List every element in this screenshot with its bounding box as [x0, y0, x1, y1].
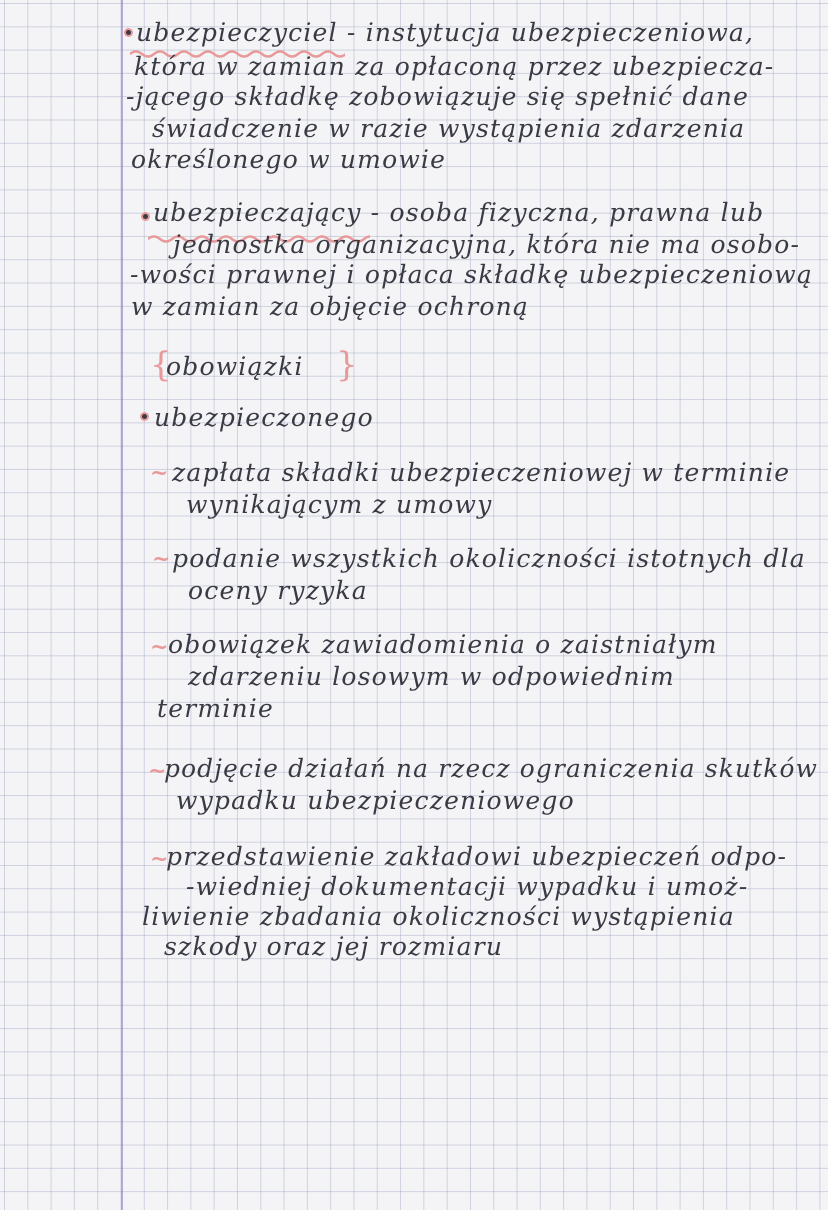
tilde-bullet-icon: ~	[150, 460, 169, 486]
definition-line: ubezpieczyciel - instytucja ubezpieczeniowa,	[136, 18, 755, 47]
tilde-bullet-icon: ~	[152, 546, 171, 572]
duty-line: podanie wszystkich okoliczności istotnych dla	[172, 544, 806, 573]
definition-line: w zamian za objęcie ochroną	[131, 292, 530, 321]
tilde-bullet-icon: ~	[150, 846, 169, 872]
duty-line: podjęcie działań na rzecz ograniczenia skutków	[164, 754, 819, 783]
duty-line: wypadku ubezpieczeniowego	[176, 786, 575, 815]
duty-line: -wiedniej dokumentacji wypadku i umoż-	[186, 872, 749, 901]
duty-line: zdarzeniu losowym w odpowiednim	[188, 662, 675, 691]
brace-open-icon: {	[150, 345, 172, 385]
section-subheading: ubezpieczonego	[154, 403, 374, 432]
duty-line: przedstawienie zakładowi ubezpieczeń odpo-	[166, 842, 788, 871]
brace-close-icon: }	[336, 345, 358, 385]
definition-line: świadczenie w razie wystąpienia zdarzenia	[152, 114, 746, 143]
duty-line: zapłata składki ubezpieczeniowej w terminie	[172, 458, 791, 487]
definition-line: określonego w umowie	[131, 145, 447, 174]
duty-line: terminie	[157, 694, 274, 723]
duty-line: liwienie zbadania okoliczności wystąpienia	[142, 902, 735, 931]
definition-line: -jącego składkę zobowiązuje się spełnić dane	[126, 82, 750, 111]
duty-line: obowiązek zawiadomienia o zaistniałym	[168, 630, 718, 659]
definition-line: ubezpieczający - osoba fizyczna, prawna lub	[153, 198, 765, 227]
definition-line: która w zamian za opłaconą przez ubezpiecza-	[134, 52, 775, 81]
margin-line	[121, 0, 123, 1210]
definition-line: -wości prawnej i opłaca składkę ubezpieczeniową	[130, 260, 813, 289]
duty-line: wynikającym z umowy	[186, 490, 493, 519]
bullet-dot-icon	[141, 212, 150, 221]
definition-line: jednostka organizacyjna, która nie ma osobo-	[173, 230, 801, 259]
section-heading: obowiązki	[166, 352, 304, 381]
bullet-dot-icon	[124, 28, 133, 37]
tilde-bullet-icon: ~	[150, 634, 169, 660]
tilde-bullet-icon: ~	[148, 758, 167, 784]
bullet-dot-icon	[140, 412, 149, 421]
duty-line: oceny ryzyka	[188, 576, 368, 605]
duty-line: szkody oraz jej rozmiaru	[164, 932, 504, 961]
